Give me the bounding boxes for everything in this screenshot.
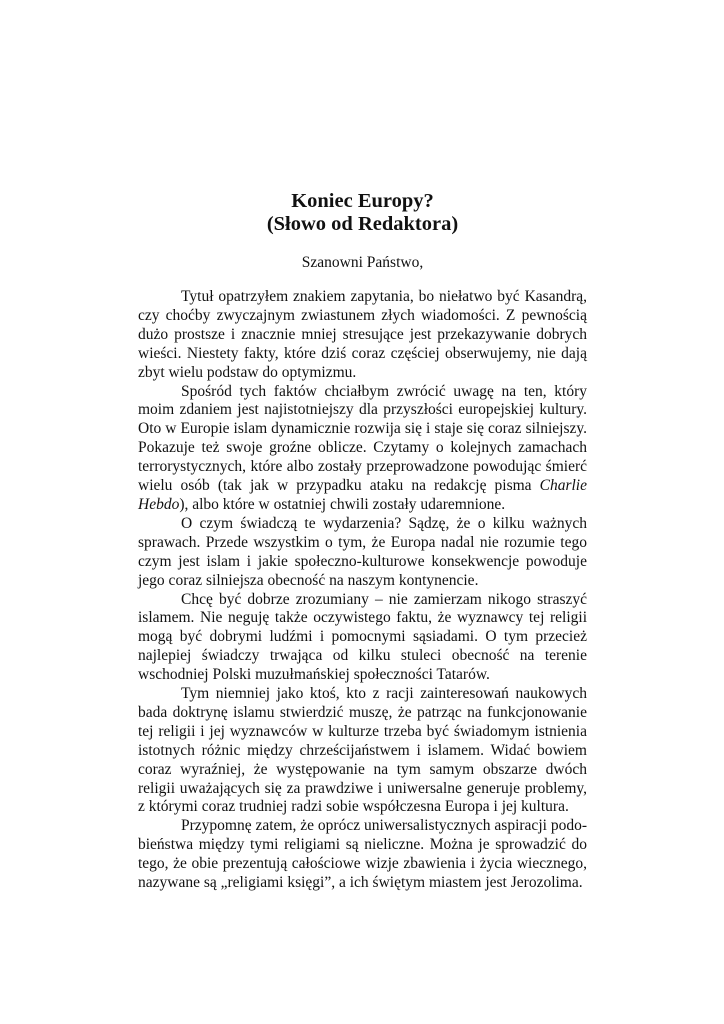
document-title <box>138 190 587 236</box>
body-text <box>138 288 587 893</box>
paragraph-3: O czym świadczą te wydarzenia? Sądzę, że o kilku ważnych sprawach. Przede wszystkim o tym, że Europa nadal nie rozumie tego czym jest islam i jakie społeczno-kulturowe konsekwencje powoduje jego coraz silniejsza obecność na naszym kontynencie. <box>138 514 587 589</box>
paragraph-2-part-1: Spośród tych faktów chciałbym zwrócić uwagę na ten, który moim zdaniem jest najistotniejszy dla przyszłości europejskiej kultury. Oto w Europie islam dynamicznie rozwija się i staje się coraz silniejszy. Pokazuje też swoje groźne oblicze. Czytamy o kolejnych zamachach terrorystycznych, które albo zostały przeprowadzone powodując śmierć wielu osób (tak jak w przypadku ataku na redakcję pisma <box>138 382 587 495</box>
title-line-1: Koniec Europy? <box>291 190 434 212</box>
paragraph-2-part-2: ), albo które w ostatniej chwili zostały udaremnione. <box>179 495 506 513</box>
paragraph-2 <box>138 383 587 515</box>
paragraph-1: Tytuł opatrzyłem znakiem zapytania, bo niełatwo być Kasandrą, czy choćby zwyczajnym zwiastunem złych wiadomości. Z pewnością dużo prostsze i znacznie mniej stresujące jest przekazywanie dobrych wieści. Niestety fakty, które dziś coraz częściej obserwujemy, nie dają zbyt wielu podstaw do optymizmu. <box>138 288 587 381</box>
paragraph-4: Chcę być dobrze zrozumiany – nie zamierzam nikogo straszyć islamem. Nie neguję także oczywistego faktu, że wyznawcy tej religii mogą być dobrymi ludźmi i pomocnymi sąsiadami. O tym przecież najlepiej świadczy trwająca od kilku stuleci obecność na terenie wschodniej Polski muzułmańskiej społeczności Tatarów. <box>138 590 587 684</box>
salutation: Szanowni Państwo, <box>301 254 424 271</box>
document-page <box>138 190 587 893</box>
paragraph-5: Tym niemniej jako ktoś, kto z racji zainteresowań naukowych bada doktrynę islamu stwierdzić muszę, że patrząc na funkcjonowanie tej religii i jej wyznawców w kulturze trzeba być świadomym istnienia istotnych różnic między chrześcijaństwem i islamem. Widać bowiem coraz wyraźniej, że występowanie na tym samym obszarze dwóch religii uważających się za prawdziwe i uniwersalne generuje problemy, z którymi coraz trudniej radzi sobie współczesna Europa i jej kultura. <box>138 685 587 816</box>
paragraph-6: Przypomnę zatem, że oprócz uniwersalistycznych aspiracji podobieństwa między tymi religiami są nieliczne. Można je sprowadzić do tego, że obie prezentują całościowe wizje zbawienia i życia wiecznego, nazywane są „religiami księgi”, a ich świętym miastem jest Jerozolima. <box>138 817 587 892</box>
magazine-title: Charlie Hebdo <box>138 477 587 513</box>
title-line-2: (Słowo od Redaktora) <box>266 213 459 235</box>
